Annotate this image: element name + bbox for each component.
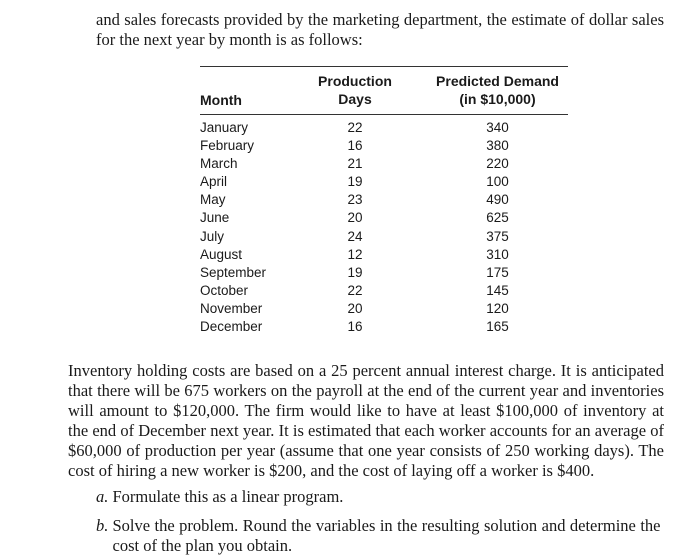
- month-cell: August: [200, 246, 243, 262]
- days-cell: 24: [347, 228, 363, 244]
- table-row: [200, 155, 568, 173]
- table-row: [200, 282, 568, 300]
- item-b-letter: b.: [96, 516, 109, 535]
- table-row: [200, 300, 568, 318]
- days-cell: 20: [347, 210, 363, 226]
- month-cell: April: [200, 174, 228, 190]
- demand-cell: 310: [486, 246, 509, 262]
- days-cell: 19: [347, 174, 363, 190]
- demand-cell: 340: [486, 120, 509, 135]
- header-production-days: [300, 72, 410, 108]
- days-cell: 20: [347, 300, 363, 316]
- demand-cell: 165: [486, 319, 509, 335]
- header-predicted-demand: [425, 72, 570, 108]
- question-item-a: [96, 487, 664, 507]
- table-row: [200, 137, 568, 155]
- month-cell: March: [200, 156, 238, 172]
- days-cell: 22: [347, 282, 363, 298]
- table-top-rule: [200, 66, 568, 67]
- month-cell: November: [200, 300, 263, 316]
- body-paragraph: Inventory holding costs are based on a 25 percent annual interest charge. It is anticipated that there will be 675 workers on the payroll at the end of the current year and inventories will amount to $120,000. The firm would like to have at least $100,000 of inventory at the end of December next year. It is estimated that each worker accounts for an average of $60,000 of production per year (assume that one year consists of 250 working days). The cost of hiring a new worker is $200, and the cost of laying off a worker is $400.: [68, 361, 664, 480]
- table-body: [200, 119, 568, 336]
- table-row: [200, 119, 568, 137]
- table-row: [200, 191, 568, 209]
- table-row: [200, 228, 568, 246]
- demand-cell: 380: [486, 138, 509, 154]
- header-production-days-line2: Days: [338, 91, 372, 107]
- days-cell: 19: [347, 264, 363, 280]
- question-item-b: [96, 516, 664, 556]
- demand-cell: 220: [486, 156, 509, 172]
- month-cell: July: [200, 228, 225, 244]
- days-cell: 23: [347, 192, 363, 208]
- table-row: [200, 318, 568, 336]
- days-cell: 21: [347, 156, 363, 172]
- month-cell: January: [200, 120, 249, 135]
- demand-cell: 120: [486, 300, 509, 316]
- table-row: [200, 209, 568, 227]
- demand-cell: 375: [486, 228, 509, 244]
- header-month: Month: [200, 92, 242, 108]
- item-b-text: Solve the problem. Round the variables in the resulting solution and determine the cost of the plan you obtain.: [112, 516, 661, 555]
- month-cell: May: [200, 192, 226, 208]
- item-a-letter: a.: [96, 487, 109, 506]
- header-production-days-line1: Production: [318, 73, 392, 89]
- month-cell: February: [200, 138, 255, 154]
- table-row: [200, 173, 568, 191]
- header-predicted-demand-line2: (in $10,000): [459, 91, 536, 107]
- month-cell: September: [200, 264, 267, 280]
- days-cell: 16: [347, 138, 363, 154]
- item-a-text: Formulate this as a linear program.: [112, 487, 344, 506]
- demand-cell: 145: [486, 282, 509, 298]
- table-row: [200, 264, 568, 282]
- demand-cell: 490: [486, 192, 509, 208]
- month-cell: December: [200, 319, 263, 335]
- intro-paragraph: and sales forecasts provided by the marketing department, the estimate of dollar sales for the next year by month is as follows:: [96, 10, 664, 49]
- header-predicted-demand-line1: Predicted Demand: [436, 73, 559, 89]
- month-cell: October: [200, 282, 249, 298]
- month-cell: June: [200, 210, 230, 226]
- days-cell: 16: [347, 319, 363, 335]
- days-cell: 22: [347, 120, 363, 135]
- table-header-rule: [200, 114, 568, 115]
- demand-cell: 175: [486, 264, 509, 280]
- demand-cell: 625: [486, 210, 509, 226]
- demand-cell: 100: [486, 174, 509, 190]
- days-cell: 12: [347, 246, 363, 262]
- table-row: [200, 246, 568, 264]
